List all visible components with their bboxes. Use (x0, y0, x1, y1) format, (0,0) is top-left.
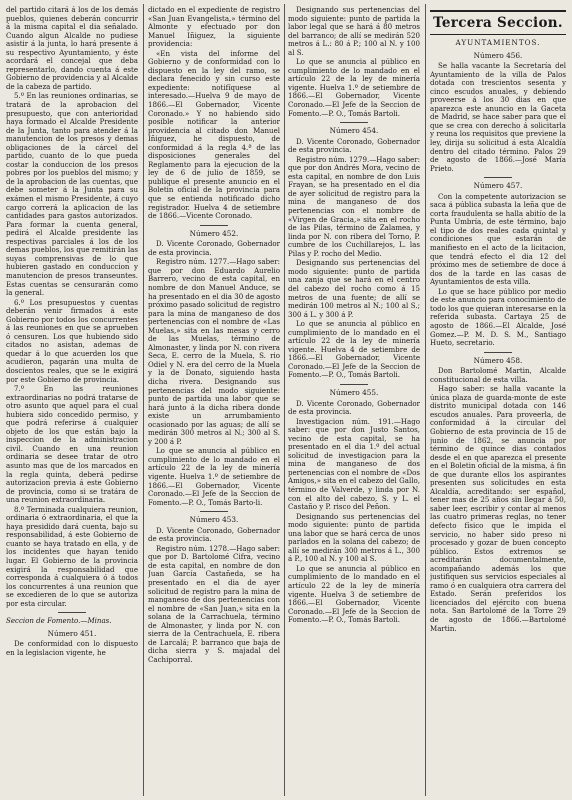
notice-heading: D. Vicente Coronado, Gobernador de esta provincia. (148, 525, 280, 544)
separator (200, 511, 228, 512)
separator (484, 177, 512, 178)
paragraph: De conformidad con lo dispuesto en la legislacion vigente, he (6, 639, 138, 657)
paragraph: del partido citará á los de los demás pueblos, quienes deberán concurrir á la misma capital el dia señalado. Cuando algun Alcalde no pudiese asistir á la junta, lo hará presente á su respectivo Ayuntamiento, y éste acordará el concejal que deba representarlo, dando cuenta á este Gobierno de providencia y al Alcalde de la cabeza de partido. (6, 6, 138, 91)
column-2 (148, 6, 280, 794)
separator (200, 225, 228, 226)
notice-number: Número 452. (189, 228, 239, 238)
column-1 (6, 6, 138, 794)
column-rule (284, 4, 285, 796)
notice-number: Número 454. (329, 126, 379, 136)
notice-number: Número 457. (473, 181, 523, 191)
paragraph: Lo que se hace público por medio de este anuncio para conocimiento de todo los que quieran interesarse en la referida subasta. Cartaya 25 de agosto de 1866.—El Alcalde, José Gomez.—P. M. D. S. M., Santiago Hueto, secretario. (430, 286, 566, 348)
paragraph: Registro núm. 1279.—Hago saber: que por don Andrés Mora, vecino de esta capital, en nombre de don Luis Frayan, se ha presentado en el dia de ayer solicitud de registro para la mina de manganeso de dos pertenencias con el nombre de «Virgen de Gracia,» sita en el rocho de las Pilas, término de Zalamea, y linda por N. con ribera del Torno, P. cumbre de los Cuchillarejos, L. las Pilas y P. rocho del Medio. (288, 154, 420, 258)
paragraph: Con la competente autorizacion se saca á pública subasta la leña que de corta fraudulenta se halla abitío de la Punta Umbría, de este término, bajo el tipo de dos reales cada quintal y condiciones que estarán de manifiesto en el acto de la licitacion, que tendrá efecto el dia 12 del próximo mes de setiembre de doce á dos de la tarde en las casas de Ayuntamientos de esta villa. (430, 191, 566, 287)
paragraph: 5.º En las reuniones ordinarias, se tratará de la aprobacion del presupuesto, que con anterioridad haya formado el Alcalde Presidente de la Junta, tanto para atender á la manutencion de los presos y demas obligaciones de la cárcel del partido, cuanto de lo que pueda costar la conduccion de los presos pobres por los pueblos del mismo; y de la aprobacion de las cuentas, que debe someter á la Junta para su exámen el mismo Presidente, á cuyo cargo correrá la aplicacion de las cantidades para gastos autorizados. Para formar la cuenta general, pedirá el Alcalde presidente las respectivas parciales á los de los demas pueblos, los que remitirán las suyas comprensivas de lo que hubieren gastado en conduccion y manutencion de presos transeuntes. Estas cuentas se censurarán como la general. (6, 91, 138, 298)
paragraph: 6.º Los presupuestos y cuentas deberán venir firmados á este Gobierno por todos los concurrentes á las reuniones en que se aprueben ó censuren. Los que hubiendo sido citados no asistan, ademas de quedar á lo que acuerden los que acudieron, pagarán una multa de doscientos reales, que se le exigirá por este Gobierno de provincia. (6, 297, 138, 384)
column-4 (430, 6, 566, 794)
section-title: Tercera Seccion. (430, 10, 566, 35)
paragraph: dictado en el expediente de registro «San Juan Evangelista,» término del Almonte y efectuado por don Manuel Iñiguez, la siguiente providencia: (148, 6, 280, 49)
paragraph: Designando sus pertenencias del modo siguiente: punto de partida la labor legal que se hará á 80 metros del barranco; de allí se medirán 520 metros á L.: 80 á P.; 100 al N. y 100 al S. (288, 6, 420, 57)
column-rule (425, 4, 426, 796)
paragraph: Investigacion núm. 191.—Hago saber: que por don Justo Santos, vecino de esta capital, se ha presentado en el dia 1.º del actual solicitud de investigacion para la mina de manganeso de dos pertenencias con el nombre de «Dos Amigos,» sita en el cabezo del Gallo, término de Valverde, y linda por N. con el alto del cabezo, S. y L. el Castaño y P. risco del Peñon. (288, 416, 420, 512)
paragraph: Designando sus pertenencias del modo siguiente: punto de partida una zanja que se hará en el centro del cabezo del rocho como á 15 metros de una fuente; de allí se medirán 100 metros al N.; 100 al S.; 300 á L. y 300 á P. (288, 258, 420, 319)
paragraph: «En vista del informe del Gobierno y de conformidad con lo dispuesto en la ley del ramo, se declara fenecido y sin curso este expediente: notifíquese al interesado.—Huelva 9 de mayo de 1866.—El Gobernador, Vicente Coronado.» Y no habiendo sido posible notificar la anterior providencia al citado don Manuel Iñiguez, he dispuesto, de conformidad á la regla 4.ª de las disposiciones generales del Reglamento para la ejecucion de la ley de 6 de julio de 1859, se publique el presente anuncio en el Boletin oficial de la provincia para que se entienda notificado dicho registrador. Huelva 4 de setiembre de 1866.—Vicente Coronado. (148, 48, 280, 221)
paragraph: Hago saber: se halla vacante la única plaza de guarda-monte de este distrito municipal dotada con 146 escudos anuales. Para proveerla, de conformidad á la circular del Gobierno de esta provincia de 15 de junio de 1862, se anuncia por término de quince dias contados desde el en que aparezca el presente en el Boletin oficial de la misma, á fin de que durante ellos los aspirantes presenten sus solicitudes en esta Alcaldía, acreditando: ser español, tener mas de 25 años sin llegar á 50, saber leer, escribir y contar al menos las cuatro primeras reglas, no tener defecto físico que le impida el servicio, no haber sido preso ni procesado y gozar de buen concepto público. Estos extremos se acreditarán documentalmente, acompañando además los que justifiquen sus servicios especiales al ramo ó en cualquiera otra carrera del Estado. Serán preferidos los licenciados del ejército con buena nota. San Bartolomé de la Torre 29 de agosto de 1866.—Bartolomé Martin. (430, 384, 566, 633)
paragraph: Se halla vacante la Secretaría del Ayuntamiento de la villa de Palos dotada con trescientos sesenta y cinco escudos anuales, y debiendo proveerse á los 30 dias en que aparezca este anuncio en la Gaceta de Madrid, se hace saber para que el que se crea con derecho á solicitarla y reuna los requisitos que previene la ley, dirija su solicitud á esta Alcaldía dentro del citado término. Palos 29 de agosto de 1866.—José María Prieto. (430, 61, 566, 173)
notice-heading: D. Vicente Coronado, Gobernador de esta provincia. (288, 398, 420, 417)
notice-number: Número 456. (473, 50, 523, 60)
notice-number: Número 455. (329, 387, 379, 397)
paragraph: 8.º Terminada cualquiera reunion, ordinaria ó extraordinaria, el que la haya presidido dará cuenta, bajo su responsabilidad, á este Gobierno de cuanto se haya tratado en ella, y de los incidentes que hayan tenido lugar. El Gobierno de la provincia exigirá la responsabilidad que corresponda á cualquiera ó á todos los concurrentes á una reunion que se excedieren de lo que se autoriza por esta circular. (6, 504, 138, 608)
paragraph: Lo que se anuncia al público en cumplimiento de lo mandado en el artículo 22 de la ley de minería vigente. Huelva 1.º de setiembre de 1866.—El Gobernador, Vicente Coronado.—El Jefe de la Seccion de Fomento.—P. O., Tomás Barto-li. (148, 446, 280, 507)
column-rule (143, 4, 144, 796)
separator (58, 612, 86, 613)
paragraph: Lo que se anuncia al público en cumplimiento de lo mandado en el artículo 22 de la ley de minería vigente. Huelva 1.º de setiembre de 1866.—El Gobernador, Vicente Coronado.—El Jefe de la Seccion de Fomento.—P. O., Tomás Bartoli. (288, 57, 420, 118)
paragraph: Designando sus pertenencias del modo siguiente: punto de partida una labor que se hará cerca de unos parlados en la solana del cabezo; de allí se medirán 300 metros á L., 300 á P., 100 al N. y 100 al S. (288, 511, 420, 564)
paragraph: Lo que se anuncia al público en cumplimiento de lo mandado en el artículo 22 de la ley de minería vigente. Huelva 4 de setiembre de 1866.—El Gobernador, Vicente Coronado.—El Jefe de la Seccion de Fomento.—P. O., Tomás Bartoli. (288, 319, 420, 380)
paragraph: Lo que se anuncia al público en cumplimiento de lo mandado en el artículo 22 de la ley de minería vigente. Huelva 3 de setiembre de 1866.—El Gobernador, Vicente Coronado.—El Jefe de la Seccion de Fomento.—P. O., Tomás Bartoli. (288, 563, 420, 625)
section-label: Seccion de Fomento.—Minas. (6, 616, 112, 626)
notice-number: Número 451. (47, 628, 97, 638)
separator (484, 352, 512, 353)
paragraph: Registro núm. 1277.—Hago saber: que por don Eduardo Aurelio Barrero, vecino de esta capital, en nombre de don Manuel Anduce, se ha presentado en el dia 30 de agosto próximo pasado solicitud de registro para la mina de manganeso de dos pertenencias con el nombre de «Las Muelas,» sita en las mesas y cerro de las Muelas, término de Almonaster, y linda por N. con rivera Seca, E. cerro de la Muela, S. rio Odiel y N. era del cerro de la Muela y la de Donato, siguiendo hasta dicha rivera. Designando sus pertenencias del modo siguiente: punto de partida una labor que se hará junto á la dicha ribera donde existe un arrumbamiento ocasionado por las aguas; de allí se medirán 300 metros al N.; 300 al S. y 200 á P. (148, 257, 280, 446)
notice-heading: D. Vicente Coronado, Gobernador de esta provincia. (288, 136, 420, 155)
notice-number: Número 458. (473, 355, 523, 365)
paragraph: 7.º En las reuniones extraordinarias no podrá tratarse de otro asunto que aquel para el cual hubiera sido concedido permiso, y que podrá referirse á cualquier objeto de los que están bajo la inspeccion de la administracion civil. Cuando en una reunion ordinaria se desee tratar de otro asunto mas que de los marcados en la regla quinta, deberá pedirse autorizacion previa á este Gobierno de provincia, como si se tratára de una reunion extraordinaria. (6, 384, 138, 505)
notice-heading: D. Vicente Coronado, Gobernador de esta provincia. (148, 239, 280, 257)
notice-heading: Don Bartolomé Martin, Alcalde constitucional de esta villa. (430, 366, 566, 384)
separator (340, 384, 368, 385)
section-subtitle: AYUNTAMIENTOS. (455, 38, 541, 47)
column-3 (288, 6, 420, 794)
paragraph: Registro núm. 1278.—Hago saber: que por D. Bartolomé Cifra, vecino de esta capital, en nombre de don Juan García Castañeda, se ha presentado en el dia de ayer solicitud de registro para la mina de manganeso de dos pertenencias con el nombre de «San Juan,» sita en la solana de la Carrachuela, término de Almonaster, y linda por N. con sierra de la Centrachuela, E. ribera de Larcalá; P. barranco que baja de dicha sierra y S. majadal del Cachiporral. (148, 543, 280, 664)
separator (340, 122, 368, 123)
notice-number: Número 453. (189, 515, 239, 525)
